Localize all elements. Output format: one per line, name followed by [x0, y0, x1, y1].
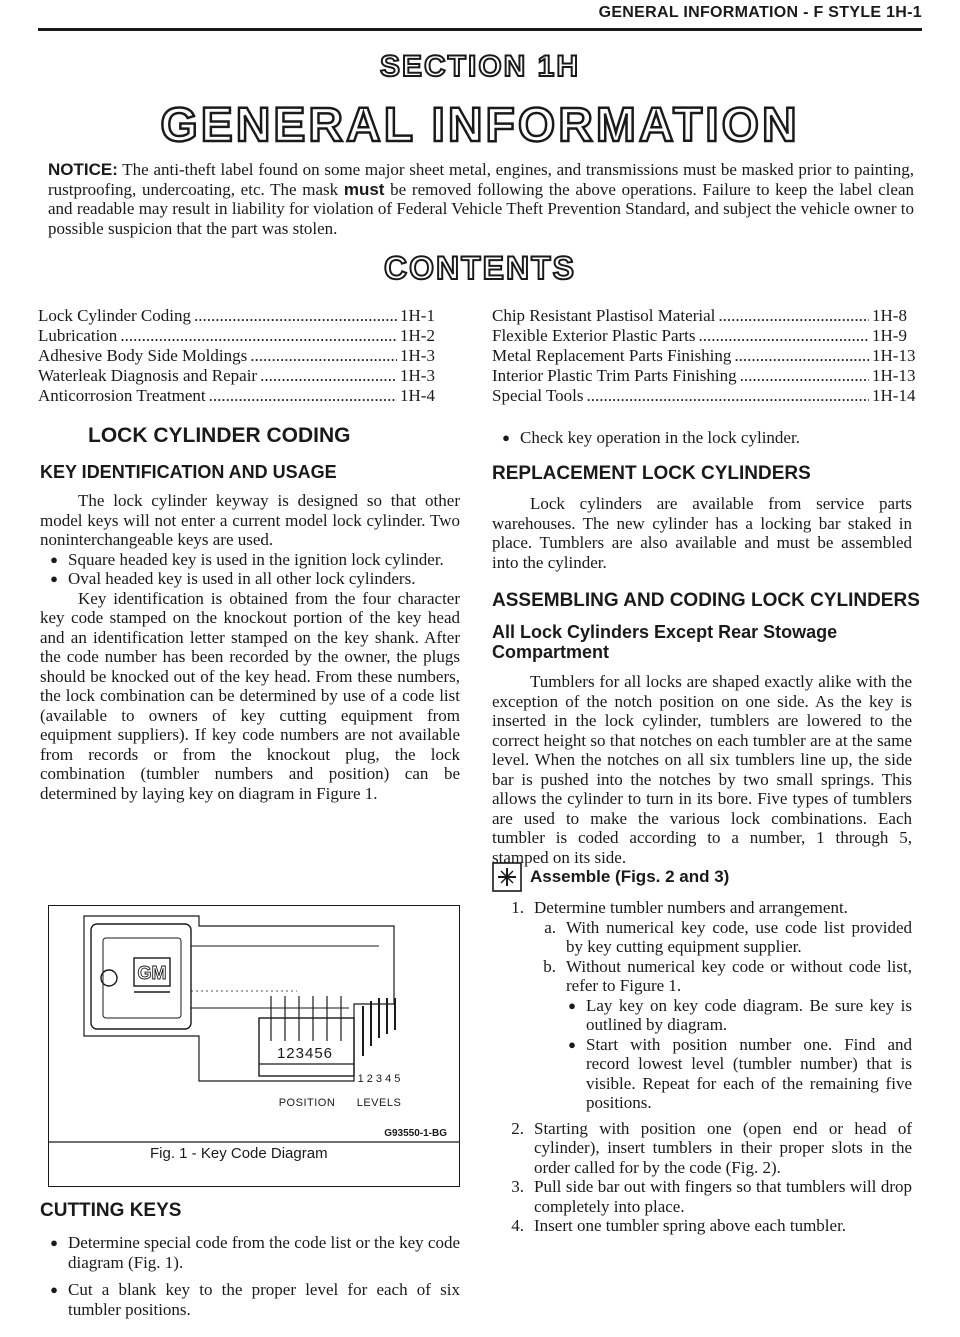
running-header: GENERAL INFORMATION - F STYLE 1H-1: [598, 4, 922, 21]
figure-code: G93550-1-BG: [384, 1128, 447, 1139]
list-item-text: Start with position number one. Find and record lowest level (tumbler number) that is visible. Repeat for each of the remaining five positions.: [586, 1034, 912, 1112]
list-item-text: Square headed key is used in the ignition lock cylinder.: [68, 549, 444, 569]
list-item: [40, 1280, 460, 1319]
check-key-item: [492, 428, 912, 448]
tumblers-body: [492, 672, 912, 867]
list-item: [40, 1233, 460, 1272]
step-text: Without numerical key code or without code list, refer to Figure 1.: [566, 956, 912, 995]
assembling-coding-heading: ASSEMBLING AND CODING LOCK CYLINDERS: [492, 590, 920, 611]
assemble-heading-row: [492, 862, 729, 892]
step-number: b.: [543, 956, 556, 976]
toc-entry-title: Waterleak Diagnosis and Repair: [38, 366, 258, 385]
toc-entry[interactable]: [38, 366, 450, 386]
key-identification-heading: KEY IDENTIFICATION AND USAGE: [40, 462, 337, 482]
bullet-marker: ●: [50, 1235, 58, 1250]
assemble-icon: [492, 862, 522, 892]
toc-leader: [260, 366, 397, 386]
step-number: 1.: [511, 898, 524, 917]
gm-logo: GM: [137, 963, 167, 983]
toc-entry-page: 1H-3: [400, 366, 435, 385]
step-text: With numerical key code, use code list provided by key cutting equipment supplier.: [566, 917, 912, 956]
level-numbers: 1 2 3 4 5: [357, 1073, 401, 1085]
cutting-keys-body: [40, 1233, 460, 1319]
toc-entry[interactable]: [38, 326, 450, 346]
list-item-text: Determine special code from the code list or the key code diagram (Fig. 1).: [68, 1233, 460, 1272]
toc-entry-page: 1H-4: [400, 386, 435, 405]
notice-emphasis: must: [343, 179, 385, 199]
key-identification-body: [40, 491, 460, 803]
toc-entry-title: Lubrication: [38, 326, 118, 345]
step-text: Starting with position one (open end or head of cylinder), insert tumblers in their proper slots in the order called for by the code (Fig. 2).: [534, 1118, 912, 1177]
step-text: Determine tumbler numbers and arrangement.: [534, 898, 848, 917]
toc-entry-page: 1H-13: [872, 346, 916, 365]
toc-entry-title: Chip Resistant Plastisol Material: [492, 306, 716, 325]
toc-entry[interactable]: [492, 366, 922, 386]
key-outline: [84, 916, 394, 1081]
toc-entry-page: 1H-9: [872, 326, 907, 345]
toc-leader: [250, 346, 397, 366]
toc-entry-title: Anticorrosion Treatment: [38, 386, 206, 405]
step-text: Insert one tumbler spring above each tumbler.: [534, 1216, 847, 1235]
toc-entry-page: 1H-3: [400, 346, 435, 365]
replacement-paragraph: Lock cylinders are available from service parts warehouses. The new cylinder has a locking bar staked in place. Tumblers are also available and must be assembled into the cylinder.: [492, 494, 912, 572]
replacement-lock-cylinders-heading: REPLACEMENT LOCK CYLINDERS: [492, 463, 811, 484]
notice-label: NOTICE:: [48, 160, 118, 179]
list-item: [40, 569, 460, 589]
toc-entry-title: Interior Plastic Trim Parts Finishing: [492, 366, 737, 385]
step-number: 3.: [511, 1177, 524, 1196]
all-lock-cylinders-heading: All Lock Cylinders Except Rear Stowage Compartment: [492, 622, 838, 662]
assemble-steps: [492, 898, 912, 1236]
lock-cylinder-coding-heading: LOCK CYLINDER CODING: [88, 424, 351, 447]
list-item-text: Cut a blank key to the proper level for each of six tumbler positions.: [68, 1280, 460, 1319]
figure-caption: Fig. 1 - Key Code Diagram: [150, 1145, 328, 1162]
list-item: [558, 996, 912, 1035]
toc-entry-page: 1H-2: [400, 326, 435, 345]
toc-right: [492, 306, 922, 406]
list-item: [40, 550, 460, 570]
toc-entry-title: Lock Cylinder Coding: [38, 306, 191, 325]
toc-entry[interactable]: [492, 326, 922, 346]
step-number: a.: [544, 917, 556, 937]
list-item-text: Check key operation in the lock cylinder.: [520, 428, 800, 447]
toc-leader: [209, 386, 397, 406]
toc-entry-page: 1H-8: [872, 306, 907, 325]
list-item: [492, 428, 912, 448]
key-code-diagram: [49, 906, 459, 1186]
bullet-marker: ●: [502, 430, 510, 445]
step-item: [492, 1216, 912, 1236]
cutting-keys-heading: CUTTING KEYS: [40, 1200, 182, 1221]
step-item: [492, 1177, 912, 1216]
toc-entry[interactable]: [38, 386, 450, 406]
toc-entry-title: Special Tools: [492, 386, 584, 405]
toc-leader: [718, 306, 869, 326]
toc-entry-page: 1H-14: [872, 386, 916, 405]
notice-text-b: be removed following the above operations. Failure to keep the label clean and readable may result in liability for violation of Federal Vehicle Theft Prevention Standard, and subject the vehicle owner to possible suspicion that the part was stolen.: [48, 179, 914, 238]
step-item: [524, 957, 912, 996]
step-number: 4.: [511, 1216, 524, 1235]
toc-entry[interactable]: [38, 346, 450, 366]
bullet-marker: ●: [568, 997, 576, 1013]
page-title: GENERAL INFORMATION: [160, 99, 800, 152]
position-numbers: 123456: [276, 1045, 334, 1062]
toc-leader: [699, 326, 870, 346]
list-item-text: Oval headed key is used in all other lock cylinders.: [68, 569, 416, 588]
bullet-marker: ●: [568, 1036, 576, 1052]
step-item: [524, 918, 912, 957]
toc-entry-title: Adhesive Body Side Moldings: [38, 346, 248, 365]
contents-title: CONTENTS: [384, 250, 576, 286]
toc-entry[interactable]: [38, 306, 450, 326]
bullet-marker: ●: [50, 571, 58, 586]
header-rule: [38, 28, 922, 31]
step-text: Pull side bar out with fingers so that tumblers will drop completely into place.: [534, 1177, 912, 1216]
step-item: [492, 898, 912, 918]
toc-entry[interactable]: [492, 306, 922, 326]
step-number: 2.: [511, 1118, 524, 1138]
toc-entry-title: Metal Replacement Parts Finishing: [492, 346, 732, 365]
toc-entry[interactable]: [492, 386, 922, 406]
toc-leader: [194, 306, 397, 326]
key-identification-paragraph: The lock cylinder keyway is designed so that other model keys will not enter a current model lock cylinder. Two noninterchangeable keys are used.: [40, 491, 460, 549]
list-item: [558, 1035, 912, 1113]
toc-leader: [120, 326, 397, 346]
list-item-text: Lay key on key code diagram. Be sure key is outlined by diagram.: [586, 995, 912, 1034]
notice-text-a: The anti-theft label found on some major sheet metal, engines, and transmissions must be masked prior to painting, rustproofing, undercoating, etc. The mask: [48, 160, 914, 199]
toc-entry-title: Flexible Exterior Plastic Parts: [492, 326, 696, 345]
section-label: SECTION 1H: [379, 50, 581, 83]
levels-label: LEVELS: [356, 1097, 402, 1109]
bullet-marker: ●: [50, 1282, 58, 1297]
replacement-body: [492, 494, 912, 572]
toc-entry-page: 1H-1: [400, 306, 435, 325]
step-item: [492, 1119, 912, 1178]
toc-leader: [740, 366, 869, 386]
toc-leader: [734, 346, 869, 366]
tumblers-paragraph: Tumblers for all locks are shaped exactly alike with the exception of the notch position on one side. As the key is inserted in the lock cylinder, tumblers are lowered to the correct height so that notches on each tumbler are at the same level. When the notches on all six tumblers line up, the side bar is pushed into the notches by two small springs. This allows the cylinder to turn in its bore. Five types of tumblers are used to make the various lock combinations. Each tumbler is coded according to a number, 1 through 5, stamped on its side.: [492, 672, 912, 867]
key-code-paragraph: Key identification is obtained from the four character key code stamped on the knockout portion of the key head and an identification letter stamped on the key shank. After the code number has been recorded by the owner, the plugs should be knocked out of the key head. From these numbers, the lock combination can be determined by use of a code list (available to owners of key cutting equipment from equipment suppliers). If key code numbers are not available from records or from the knockout plug, the lock combination (tumbler numbers and position) can be determined by laying key on diagram in Figure 1.: [40, 588, 460, 803]
bullet-marker: ●: [50, 551, 58, 567]
notice-paragraph: [48, 160, 914, 238]
assemble-heading: Assemble (Figs. 2 and 3): [530, 867, 730, 886]
toc-left: [38, 306, 450, 406]
toc-entry[interactable]: [492, 346, 922, 366]
toc-leader: [587, 386, 869, 406]
toc-entry-page: 1H-13: [872, 366, 916, 385]
position-label: POSITION: [278, 1097, 336, 1109]
